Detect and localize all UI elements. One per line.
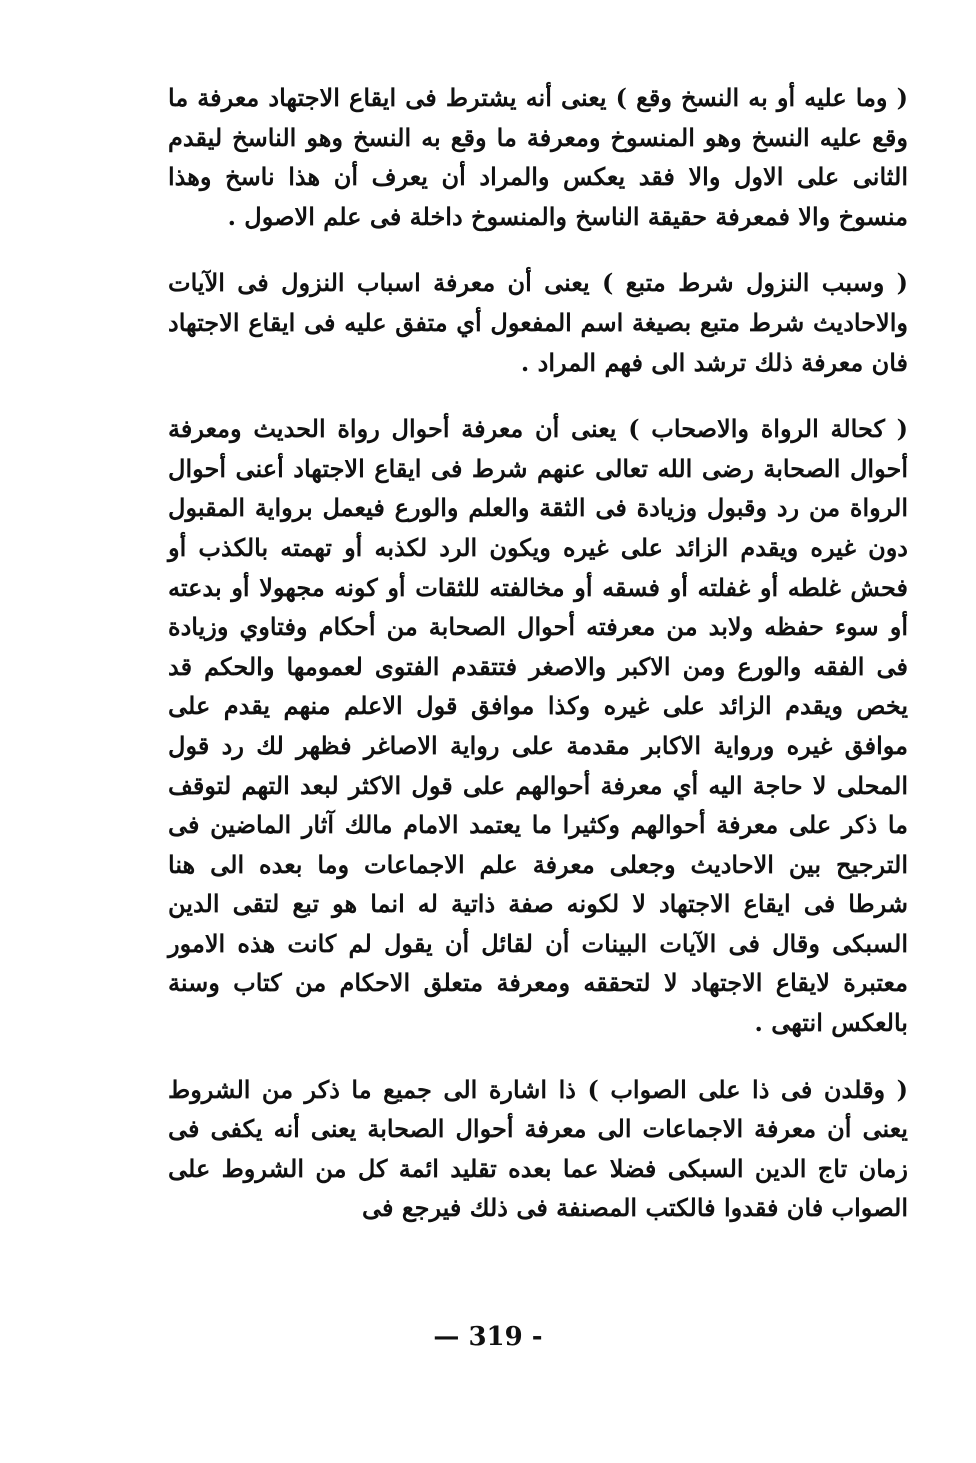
page-number: — 319 - bbox=[433, 1322, 543, 1352]
paragraph-narrators: ( كحالة الرواة والاصحاب ) يعنى أن معرفة أحوال رواة الحديث ومعرفة أحوال الصحابة رضى الله تعالى عنهم شرط فى ايقاع الاجتهاد أعنى أحوال الرواة من رد وقبول وزيادة فى الثقة والعلم والورع فيعمل برواية المقبول دون غيره ويقدم الزائد على غيره ويكون الرد لكذبه أو تهمته بالكذب أو فحش غلطه أو غفلته أو فسقه أو مخالفته للثقات أو كونه مجهولا أو بدعته أو سوء حفظه ولابد من معرفته أحوال الصحابة من أحكام وفتاوي وزيادة فى الفقه والورع ومن الاكبر والاصغر فتتقدم الفتوى لعمومها والحكم قد يخص ويقدم الزائد على غيره وكذا موافق قول الاعلم منهم يقدم على موافق غيره ورواية الاكابر مقدمة على رواية الاصاغر فظهر لك رد قول المحلى لا حاجة اليه أي معرفة أحوالهم على قول الاكثر لبعد التهم لتوقف ما ذكر على معرفة أحوالهم وكثيرا ما يعتمد الامام مالك آثار الماضين فى الترجيح بين الاحاديث وجعلى معرفة علم الاجماعات وما بعده الى هنا شرطا فى ايقاع الاجتهاد لا لكونه صفة ذاتية له انما هو تبع لتقى الدين السبكى وقال فى الآيات البينات أن لقائل أن يقول لم كانت هذه الامور معتبرة لايقاع الاجتهاد لا لتحققه ومعرفة متعلق الاحكام من كتاب وسنة بالعكس انتهى . bbox=[168, 414, 908, 1038]
paragraph-revelation-causes: ( وسبب النزول شرط متبع ) يعنى أن معرفة اسباب النزول فى الآيات والاحاديث شرط متبع بصيغة اسم المفعول أي متفق عليه فى ايقاع الاجتهاد فان معرفة ذلك ترشد الى فهم المراد . bbox=[168, 268, 908, 377]
body-text bbox=[168, 78, 908, 1228]
paragraph-abrogation: ( وما عليه أو به النسخ وقع ) يعنى أنه يشترط فى ايقاع الاجتهاد معرفة ما وقع عليه النسخ وهو المنسوخ ومعرفة ما وقع به النسخ وهو الناسخ ليقدم الثانى على الاول والا فقد يعكس والمراد أن يعرف أن هذا ناسخ وهذا منسوخ والا فمعرفة حقيقة الناسخ والمنسوخ داخلة فى علم الاصول . bbox=[168, 83, 908, 231]
paragraph-imitation: ( وقلدن فى ذا على الصواب ) ذا اشارة الى جميع ما ذكر من الشروط يعنى أن معرفة الاجماعات الى معرفة أحوال الصحابة يعنى أنه يكفى فى زمان تاج الدين السبكى فضلا عما بعده تقليد ائمة كل من الشروط على الصواب فان فقدوا فالكتب المصنفة فى ذلك فيرجع فى bbox=[168, 1074, 908, 1223]
